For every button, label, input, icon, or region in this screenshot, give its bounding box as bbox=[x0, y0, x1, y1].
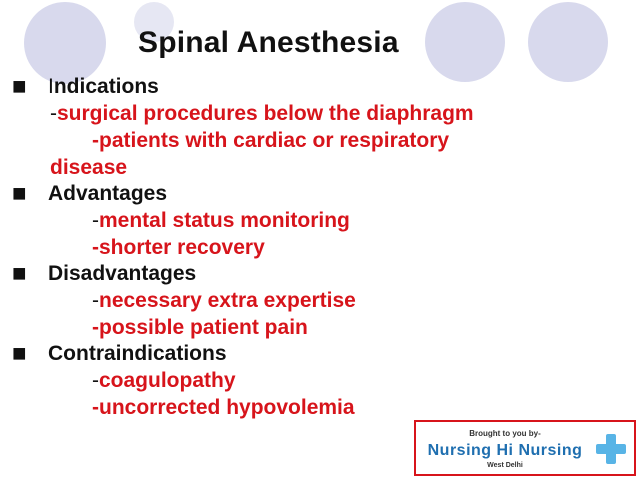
contraindications-heading: Contraindications bbox=[48, 342, 227, 365]
decorative-circle bbox=[528, 2, 608, 82]
disadvantages-item-2: -possible patient pain bbox=[92, 316, 308, 339]
bullet-indications bbox=[12, 74, 612, 100]
medical-cross-icon bbox=[596, 434, 626, 464]
square-bullet-icon: ■ bbox=[12, 180, 27, 207]
advantages-item-2: -shorter recovery bbox=[92, 236, 265, 259]
indications-item-2: -patients with cardiac or respiratory bbox=[92, 129, 450, 152]
contraindications-item-2: -uncorrected hypovolemia bbox=[92, 396, 355, 419]
advantages-item-1: -mental status monitoring bbox=[92, 209, 350, 232]
square-bullet-icon: ■ bbox=[12, 260, 27, 287]
indications-heading-initial: I bbox=[48, 75, 54, 98]
logo-brand-name: Nursing Hi Nursing bbox=[427, 442, 583, 459]
indications-item-1: -surgical procedures below the diaphragm bbox=[50, 102, 474, 125]
disadvantages-heading: Disadvantages bbox=[48, 262, 197, 285]
decorative-circle bbox=[425, 2, 505, 82]
decorative-circle bbox=[24, 2, 106, 84]
square-bullet-icon: ■ bbox=[12, 340, 27, 367]
nursing-hi-nursing-logo bbox=[414, 420, 636, 476]
logo-brought-by: Brought to you by- bbox=[469, 429, 541, 438]
bullet-disadvantages bbox=[12, 261, 612, 287]
contraindications-item-1: -coagulopathy bbox=[92, 369, 236, 392]
indications-heading: ndications bbox=[53, 75, 159, 98]
logo-location: West Delhi bbox=[487, 462, 523, 469]
disadvantages-item-1: -necessary extra expertise bbox=[92, 289, 356, 312]
slide-body bbox=[12, 74, 612, 421]
advantages-heading: Advantages bbox=[48, 182, 168, 205]
bullet-advantages bbox=[12, 181, 612, 207]
bullet-contraindications bbox=[12, 341, 612, 367]
slide-title: Spinal Anesthesia bbox=[138, 26, 399, 59]
square-bullet-icon: ■ bbox=[12, 73, 27, 100]
indications-item-2-continued: disease bbox=[50, 156, 128, 179]
